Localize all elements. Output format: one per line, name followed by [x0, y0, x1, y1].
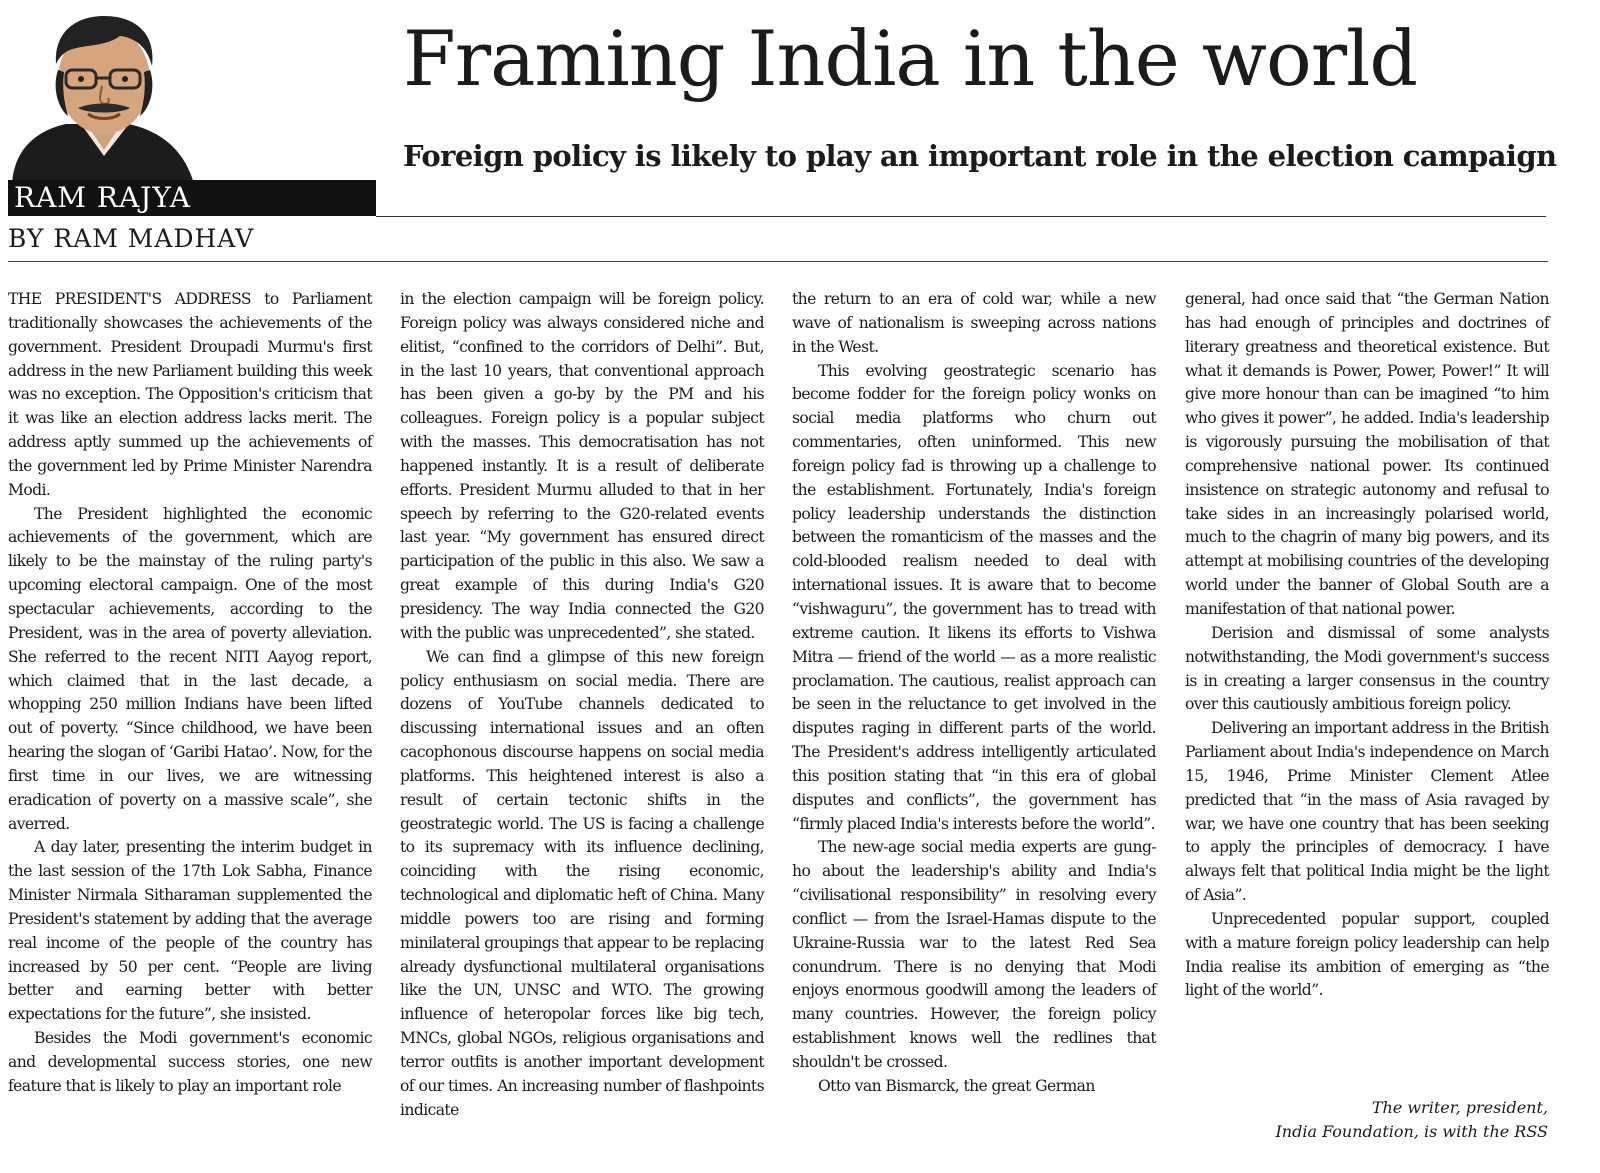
- article-column-1: [8, 288, 372, 1099]
- writer-note-line: India Foundation, is with the RSS: [1275, 1122, 1548, 1141]
- article-paragraph: This evolving geostrategic scenario has become fodder for the foreign policy wonks on social media platforms who churn out commentaries, often uninformed. This new foreign policy fad is throwing up a challenge to the establishment. Fortunately, India's foreign policy leadership understands the distinction between the romanticism of the masses and the cold-blooded realism needed to deal with international issues. It is aware that to become “vishwaguru”, the government has to tread with extreme caution. It likens its efforts to Vishwa Mitra — friend of the world — as a more realistic proclamation. The cautious, realist approach can be seen in the reluctance to get involved in the disputes raging in different parts of the world. The President's address intelligently articulated this position stating that “in this era of global disputes and conflicts”, the government has “firmly placed India's interests before the world”.: [792, 361, 1156, 833]
- article-column-2: [400, 288, 764, 1123]
- standfirst: Foreign policy is likely to play an important role in the election campaign: [403, 139, 1557, 173]
- article-paragraph: Delivering an important address in the British Parliament about India's independence on March 15, 1946, Prime Minister Clement Atlee predicted that “in the mass of Asia ravaged by war, we have one country that has been seeking to apply the principles of democracy. I have always felt that political India might be the light of Asia”.: [1185, 719, 1549, 905]
- writer-note-line: The writer, president,: [1371, 1098, 1548, 1117]
- byline: BY RAM MADHAV: [8, 224, 255, 253]
- article-column-4: [1185, 288, 1549, 1003]
- article-paragraph: in the election campaign will be foreign policy. Foreign policy was always considered niche and elitist, “confined to the corridors of Delhi”. But, in the last 10 years, that conventional approach has been given a go-by by the PM and his colleagues. Foreign policy is a popular subject with the masses. This democratisation has not happened instantly. It is a result of deliberate efforts. President Murmu alluded to that in her speech by referring to the G20-related events last year. “My government has ensured direct participation of the public in this also. We saw a great example of this during India's G20 presidency. The way India connected the G20 with the public was unprecedented”, she stated.: [400, 290, 764, 642]
- article-paragraph: Unprecedented popular support, coupled with a mature foreign policy leadership can help India realise its ambition of emerging as “the light of the world”.: [1185, 909, 1549, 1000]
- article-paragraph: the return to an era of cold war, while a new wave of nationalism is sweeping across nations in the West.: [792, 290, 1156, 356]
- article-paragraph: Otto van Bismarck, the great German: [818, 1076, 1095, 1095]
- article-paragraph: A day later, presenting the interim budget in the last session of the 17th Lok Sabha, Finance Minister Nirmala Sitharaman supplemented the President's statement by adding that the average real income of the people of the country has increased by 50 per cent. “People are living better and earning better with better expectations for the future”, she insisted.: [8, 838, 372, 1024]
- article-paragraph: We can find a glimpse of this new foreign policy enthusiasm on social media. There are dozens of YouTube channels dedicated to discussing international issues and an often cacophonous discourse happens on social media platforms. This heightened interest is also a result of certain tectonic shifts in the geostrategic world. The US is facing a challenge to its supremacy with its influence declining, coinciding with the rising economic, technological and diplomatic heft of China. Many middle powers too are rising and forming minilateral groupings that appear to be replacing already dysfunctional multilateral organisations like the UN, UNSC and WTO. The growing influence of heteropolar forces like big tech, MNCs, global NGOs, religious organisations and terror outfits is another important development of our times. An increasing number of flashpoints indicate: [400, 647, 764, 1119]
- article-paragraph: The President highlighted the economic achievements of the government, which are likely to be the mainstay of the ruling party's upcoming electoral campaign. One of the most spectacular achievements, according to the President, was in the area of poverty alleviation. She referred to the recent NITI Aayog report, which claimed that in the last decade, a whopping 250 million Indians have been lifted out of poverty. “Since childhood, we have been hearing the slogan of ‘Garibi Hatao’. Now, for the first time in our lives, we are witnessing eradication of poverty on a massive scale”, she averred.: [8, 504, 372, 833]
- header-divider: [376, 216, 1546, 217]
- article-paragraph: Besides the Modi government's economic and developmental success stories, one new feature that is likely to play an important role: [8, 1029, 372, 1095]
- author-caricature-icon: [8, 8, 198, 184]
- byline-divider: [8, 261, 1548, 262]
- article-column-3: [792, 288, 1156, 1099]
- headline: Framing India in the world: [403, 14, 1418, 103]
- writer-note: [1188, 1096, 1548, 1144]
- article-paragraph: general, had once said that “the German Nation has had enough of principles and doctrines of literary greatness and theoretical existence. But what it demands is Power, Power, Power!” It will give more honour than can be imagined “to him who gives it power”, he added. India's leadership is vigorously pursuing the mobilisation of that comprehensive national power. Its continued insistence on strategic autonomy and refusal to take sides in an increasingly polarised world, much to the chagrin of many big powers, and its attempt at mobilising countries of the developing world under the banner of Global South are a manifestation of that national power.: [1185, 290, 1549, 618]
- article-paragraph: The new-age social media experts are gung-ho about the leadership's ability and India's “civilisational responsibility” in resolving every conflict — from the Israel-Hamas dispute to the Ukraine-Russia war to the latest Red Sea conundrum. There is no denying that Modi enjoys enormous goodwill among the leaders of many countries. However, the foreign policy establishment knows well the redlines that shouldn't be crossed.: [792, 838, 1156, 1071]
- article-paragraph: Derision and dismissal of some analysts notwithstanding, the Modi government's success is in creating a larger consensus in the country over this cautiously ambitious foreign policy.: [1185, 623, 1549, 714]
- article-paragraph: THE PRESIDENT'S ADDRESS to Parliament traditionally showcases the achievements of the government. President Droupadi Murmu's first address in the new Parliament building this week was no exception. The Opposition's criticism that it was like an election address lacks merit. The address aptly summed up the achievements of the government led by Prime Minister Narendra Modi.: [8, 290, 372, 499]
- column-name-banner: RAM RAJYA: [8, 180, 376, 216]
